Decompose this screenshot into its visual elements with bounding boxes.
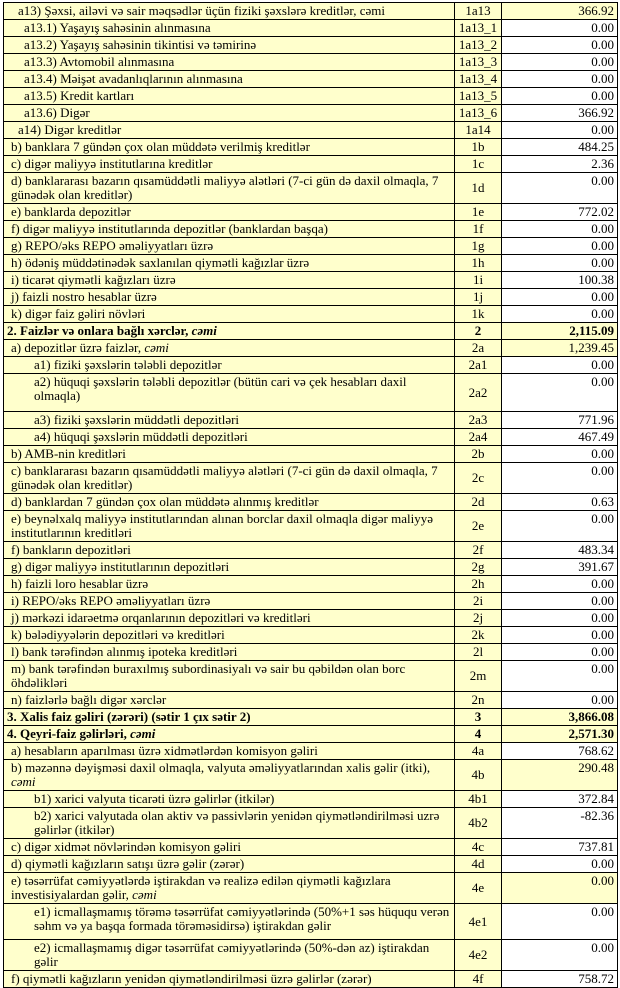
row-code: 1e bbox=[455, 204, 502, 221]
table-row bbox=[4, 139, 618, 156]
table-row bbox=[4, 156, 618, 173]
table-row bbox=[4, 238, 618, 255]
row-label: e2) icmallaşmamış digər təsərrüfat cəmiyyətlərində (50%-dən az) iştirakdan gəlir bbox=[4, 940, 455, 971]
row-value-input[interactable]: 0.00 bbox=[502, 306, 618, 323]
row-label: 2. Faizlər və onlara bağlı xərclər, cəmi bbox=[4, 323, 455, 340]
row-label: f) bankların depozitləri bbox=[4, 542, 455, 559]
row-label: c) digər xidmət növlərindən komisyon gəliri bbox=[4, 839, 455, 856]
table-row bbox=[4, 3, 618, 20]
row-value-computed: 290.48 bbox=[502, 760, 618, 791]
row-label: a4) hüquqi şəxslərin müddətli depozitləri bbox=[4, 429, 455, 446]
row-code: 3 bbox=[455, 709, 502, 726]
table-row bbox=[4, 808, 618, 839]
row-code: 2c bbox=[455, 463, 502, 494]
row-code: 2i bbox=[455, 593, 502, 610]
row-label: b2) xarici valyutada olan aktiv və passivlərin yenidən qiymətləndirilməsi uzrə gəlirlər (itkilər) bbox=[4, 808, 455, 839]
row-label: b) məzənnə dəyişməsi daxil olmaqla, valyuta əməliyyatlarından xalis gəlir (itki), cəmi bbox=[4, 760, 455, 791]
row-value-input[interactable]: 0.00 bbox=[502, 374, 618, 412]
table-row bbox=[4, 726, 618, 743]
row-code: 2a1 bbox=[455, 357, 502, 374]
row-code: 4d bbox=[455, 856, 502, 873]
row-code: 2a2 bbox=[455, 374, 502, 412]
row-label: a) hesabların aparılması üzrə xidmətlərdən komisyon gəliri bbox=[4, 743, 455, 760]
table-row bbox=[4, 873, 618, 904]
row-label: j) mərkəzi idarəetmə orqanlarının depozitləri və kreditləri bbox=[4, 610, 455, 627]
row-value-computed: 366.92 bbox=[502, 3, 618, 20]
row-code: 1a13_2 bbox=[455, 37, 502, 54]
table-row bbox=[4, 644, 618, 661]
row-code: 2d bbox=[455, 494, 502, 511]
row-value-input[interactable]: 0.00 bbox=[502, 122, 618, 139]
row-label: c) banklararası bazarın qısamüddətli maliyyə alətləri (7-ci gün də daxil olmaqla, 7 günədək olan kreditlər) bbox=[4, 463, 455, 494]
row-value-input[interactable]: 467.49 bbox=[502, 429, 618, 446]
row-label: a2) hüquqi şəxslərin tələbli depozitlər (bütün cari və çek hesabları daxil olmaqla) bbox=[4, 374, 455, 412]
row-label: g) digər maliyyə institutlarının depozitləri bbox=[4, 559, 455, 576]
row-code: 1g bbox=[455, 238, 502, 255]
row-code: 2a3 bbox=[455, 412, 502, 429]
row-value-input[interactable]: 0.00 bbox=[502, 904, 618, 940]
table-row bbox=[4, 272, 618, 289]
table-row bbox=[4, 88, 618, 105]
table-row bbox=[4, 760, 618, 791]
row-label: a13.5) Kredit kartları bbox=[4, 88, 455, 105]
table-row bbox=[4, 71, 618, 88]
table-row bbox=[4, 429, 618, 446]
row-code: 1k bbox=[455, 306, 502, 323]
row-code: 2 bbox=[455, 323, 502, 340]
table-row bbox=[4, 122, 618, 139]
row-value-input[interactable]: 0.00 bbox=[502, 54, 618, 71]
row-label: b) banklara 7 gündən çox olan müddətə verilmiş kreditlər bbox=[4, 139, 455, 156]
row-label: a13.1) Yaşayış sahəsinin alınmasına bbox=[4, 20, 455, 37]
row-code: 2a bbox=[455, 340, 502, 357]
row-label: d) banklardan 7 gündən çox olan müddətə alınmış kreditlər bbox=[4, 494, 455, 511]
row-value-input[interactable]: 0.00 bbox=[502, 940, 618, 971]
row-value-input[interactable]: 0.00 bbox=[502, 446, 618, 463]
row-label: e) banklarda depozitlər bbox=[4, 204, 455, 221]
row-code: 1i bbox=[455, 272, 502, 289]
row-value-input[interactable]: 0.00 bbox=[502, 856, 618, 873]
table-row bbox=[4, 173, 618, 204]
row-label-italic-suffix: cəmi bbox=[11, 774, 36, 789]
row-label: n) faizlərlə bağlı digər xərclər bbox=[4, 692, 455, 709]
row-code: 1c bbox=[455, 156, 502, 173]
row-label: a13.4) Məişət avadanlıqlarının alınmasına bbox=[4, 71, 455, 88]
table-row bbox=[4, 593, 618, 610]
row-code: 2g bbox=[455, 559, 502, 576]
table-row bbox=[4, 463, 618, 494]
table-row bbox=[4, 610, 618, 627]
row-value-input[interactable]: 0.00 bbox=[502, 627, 618, 644]
row-value-input[interactable]: 0.00 bbox=[502, 644, 618, 661]
row-label: a13.3) Avtomobil alınmasına bbox=[4, 54, 455, 71]
row-code: 2m bbox=[455, 661, 502, 692]
row-code: 1a13_5 bbox=[455, 88, 502, 105]
row-label: e) beynəlxalq maliyyə institutlarından alınan borclar daxil olmaqla digər maliyyə institutlarının kreditləri bbox=[4, 511, 455, 542]
table-row bbox=[4, 661, 618, 692]
row-value-input[interactable]: 0.00 bbox=[502, 88, 618, 105]
row-code: 2n bbox=[455, 692, 502, 709]
table-row bbox=[4, 709, 618, 726]
row-code: 1a13_6 bbox=[455, 105, 502, 122]
row-label: h) faizli loro hesablar üzrə bbox=[4, 576, 455, 593]
table-row bbox=[4, 542, 618, 559]
row-value-input[interactable]: 0.00 bbox=[502, 289, 618, 306]
table-row bbox=[4, 446, 618, 463]
row-label: 3. Xalis faiz gəliri (zərəri) (sətir 1 çıx sətir 2) bbox=[4, 709, 455, 726]
report-table-body bbox=[4, 3, 618, 988]
row-code: 4b1 bbox=[455, 791, 502, 808]
row-value-computed: 2,571.30 bbox=[502, 726, 618, 743]
table-row bbox=[4, 511, 618, 542]
row-label: a1) fiziki şəxslərin tələbli depozitlər bbox=[4, 357, 455, 374]
row-code: 1a14 bbox=[455, 122, 502, 139]
row-value-input[interactable]: 483.34 bbox=[502, 542, 618, 559]
row-value-input[interactable]: 0.00 bbox=[502, 37, 618, 54]
row-value-input[interactable]: -82.36 bbox=[502, 808, 618, 839]
table-row bbox=[4, 692, 618, 709]
row-value-input[interactable]: 372.84 bbox=[502, 791, 618, 808]
row-code: 4b2 bbox=[455, 808, 502, 839]
row-code: 1a13_3 bbox=[455, 54, 502, 71]
row-code: 1f bbox=[455, 221, 502, 238]
row-value-computed: 1,239.45 bbox=[502, 340, 618, 357]
row-code: 4e2 bbox=[455, 940, 502, 971]
row-label: i) REPO/əks REPO əməliyyatları üzrə bbox=[4, 593, 455, 610]
row-code: 4b bbox=[455, 760, 502, 791]
row-label-italic-suffix: cəmi bbox=[130, 726, 156, 741]
table-row bbox=[4, 323, 618, 340]
row-code: 1d bbox=[455, 173, 502, 204]
row-code: 2h bbox=[455, 576, 502, 593]
row-value-input[interactable]: 0.63 bbox=[502, 494, 618, 511]
row-value-input[interactable]: 0.00 bbox=[502, 255, 618, 272]
row-value-input[interactable]: 366.92 bbox=[502, 105, 618, 122]
table-row bbox=[4, 627, 618, 644]
row-code: 2j bbox=[455, 610, 502, 627]
row-label: a13.6) Digər bbox=[4, 105, 455, 122]
row-value-computed: 3,866.08 bbox=[502, 709, 618, 726]
income-statement-table bbox=[3, 2, 618, 988]
row-value-input[interactable]: 0.00 bbox=[502, 593, 618, 610]
row-label: f) digər maliyyə institutlarında depozitlər (banklardan başqa) bbox=[4, 221, 455, 238]
table-row bbox=[4, 743, 618, 760]
row-code: 2b bbox=[455, 446, 502, 463]
row-label: d) banklararası bazarın qısamüddətli maliyyə alətləri (7-ci gün də daxil olmaqla, 7 günədək olan kreditlər) bbox=[4, 173, 455, 204]
row-label: h) ödəniş müddətinədək saxlanılan qiymətli kağızlar üzrə bbox=[4, 255, 455, 272]
row-value-computed: 2,115.09 bbox=[502, 323, 618, 340]
table-row bbox=[4, 856, 618, 873]
table-row bbox=[4, 559, 618, 576]
row-label: f) qiymətli kağızların yenidən qiymətləndirilməsi üzrə gəlirlər (zərər) bbox=[4, 971, 455, 988]
row-label: k) digər faiz gəliri növləri bbox=[4, 306, 455, 323]
table-row bbox=[4, 791, 618, 808]
row-code: 1j bbox=[455, 289, 502, 306]
row-code: 2l bbox=[455, 644, 502, 661]
row-value-input[interactable]: 771.96 bbox=[502, 412, 618, 429]
row-value-input[interactable]: 768.62 bbox=[502, 743, 618, 760]
row-code: 1a13_1 bbox=[455, 20, 502, 37]
row-code: 4f bbox=[455, 971, 502, 988]
row-label: 4. Qeyri-faiz gəlirləri, cəmi bbox=[4, 726, 455, 743]
table-row bbox=[4, 576, 618, 593]
row-label: e1) icmallaşmamış törəmə təsərrüfat cəmiyyətlərində (50%+1 səs hüququ verən səhm və ya başqa formada törəməsidirsə) iştirakdan gəlir bbox=[4, 904, 455, 940]
row-value-input[interactable]: 0.00 bbox=[502, 238, 618, 255]
row-label: l) bank tərəfindən alınmış ipoteka kreditləri bbox=[4, 644, 455, 661]
row-label: e) təsərrüfat cəmiyyətlərdə iştirakdan və realizə edilən qiymətli kağızlara investisiyalardan gəlir, cəmi bbox=[4, 873, 455, 904]
row-value-input[interactable]: 0.00 bbox=[502, 357, 618, 374]
row-value-input[interactable]: 0.00 bbox=[502, 511, 618, 542]
row-code: 1a13 bbox=[455, 3, 502, 20]
row-label: a13) Şəxsi, ailəvi və sair məqsədlər üçün fiziki şəxslərə kreditlər, cəmi bbox=[4, 3, 455, 20]
row-label: a3) fiziki şəxslərin müddətli depozitləri bbox=[4, 412, 455, 429]
row-value-input[interactable]: 391.67 bbox=[502, 559, 618, 576]
row-label-italic-suffix: cəmi bbox=[144, 340, 169, 355]
table-row bbox=[4, 904, 618, 940]
row-code: 4c bbox=[455, 839, 502, 856]
row-value-input[interactable]: 772.02 bbox=[502, 204, 618, 221]
table-row bbox=[4, 494, 618, 511]
table-row bbox=[4, 204, 618, 221]
row-code: 1b bbox=[455, 139, 502, 156]
row-code: 2a4 bbox=[455, 429, 502, 446]
row-code: 1h bbox=[455, 255, 502, 272]
row-value-input[interactable]: 100.38 bbox=[502, 272, 618, 289]
table-row bbox=[4, 221, 618, 238]
row-code: 1a13_4 bbox=[455, 71, 502, 88]
row-label: k) bələdiyyələrin depozitləri və kreditləri bbox=[4, 627, 455, 644]
table-row bbox=[4, 289, 618, 306]
row-value-input[interactable]: 0.00 bbox=[502, 71, 618, 88]
row-label-italic-suffix: cəmi bbox=[132, 887, 157, 902]
row-value-input[interactable]: 0.00 bbox=[502, 173, 618, 204]
row-value-input[interactable]: 484.25 bbox=[502, 139, 618, 156]
row-value-input[interactable]: 737.81 bbox=[502, 839, 618, 856]
row-label: m) bank tərəfindən buraxılmış subordinasiyalı və sair bu qəbildən olan borc öhdəlikləri bbox=[4, 661, 455, 692]
row-label: j) faizli nostro hesablar üzrə bbox=[4, 289, 455, 306]
row-label: b) AMB-nin kreditləri bbox=[4, 446, 455, 463]
row-value-input[interactable]: 0.00 bbox=[502, 221, 618, 238]
row-value-input[interactable]: 0.00 bbox=[502, 576, 618, 593]
row-label: i) ticarət qiymətli kağızları üzrə bbox=[4, 272, 455, 289]
table-row bbox=[4, 940, 618, 971]
table-row bbox=[4, 971, 618, 988]
row-value-input[interactable]: 0.00 bbox=[502, 692, 618, 709]
row-label: g) REPO/əks REPO əməliyyatları üzrə bbox=[4, 238, 455, 255]
row-code: 4a bbox=[455, 743, 502, 760]
table-row bbox=[4, 54, 618, 71]
table-row bbox=[4, 37, 618, 54]
row-label: c) digər maliyyə institutlarına kreditlər bbox=[4, 156, 455, 173]
table-row bbox=[4, 105, 618, 122]
row-label-italic-suffix: cəmi bbox=[191, 323, 217, 338]
table-row bbox=[4, 255, 618, 272]
row-code: 4e1 bbox=[455, 904, 502, 940]
row-label: a) depozitlər üzrə faizlər, cəmi bbox=[4, 340, 455, 357]
table-row bbox=[4, 374, 618, 412]
table-row bbox=[4, 412, 618, 429]
row-code: 2k bbox=[455, 627, 502, 644]
row-label: d) qiymətli kağızların satışı üzrə gəlir (zərər) bbox=[4, 856, 455, 873]
table-row bbox=[4, 839, 618, 856]
table-row bbox=[4, 357, 618, 374]
row-code: 4e bbox=[455, 873, 502, 904]
row-label: b1) xarici valyuta ticarəti üzrə gəlirlər (itkilər) bbox=[4, 791, 455, 808]
row-value-input[interactable]: 0.00 bbox=[502, 661, 618, 692]
row-value-computed: 0.00 bbox=[502, 873, 618, 904]
row-label: a13.2) Yaşayış sahəsinin tikintisi və təmirinə bbox=[4, 37, 455, 54]
table-row bbox=[4, 20, 618, 37]
row-value-input[interactable]: 0.00 bbox=[502, 463, 618, 494]
row-value-input[interactable]: 0.00 bbox=[502, 20, 618, 37]
row-code: 2f bbox=[455, 542, 502, 559]
row-code: 4 bbox=[455, 726, 502, 743]
table-row bbox=[4, 306, 618, 323]
row-value-input[interactable]: 0.00 bbox=[502, 610, 618, 627]
row-value-input[interactable]: 758.72 bbox=[502, 971, 618, 988]
row-code: 2e bbox=[455, 511, 502, 542]
row-label: a14) Digər kreditlər bbox=[4, 122, 455, 139]
row-value-input[interactable]: 2.36 bbox=[502, 156, 618, 173]
table-row bbox=[4, 340, 618, 357]
